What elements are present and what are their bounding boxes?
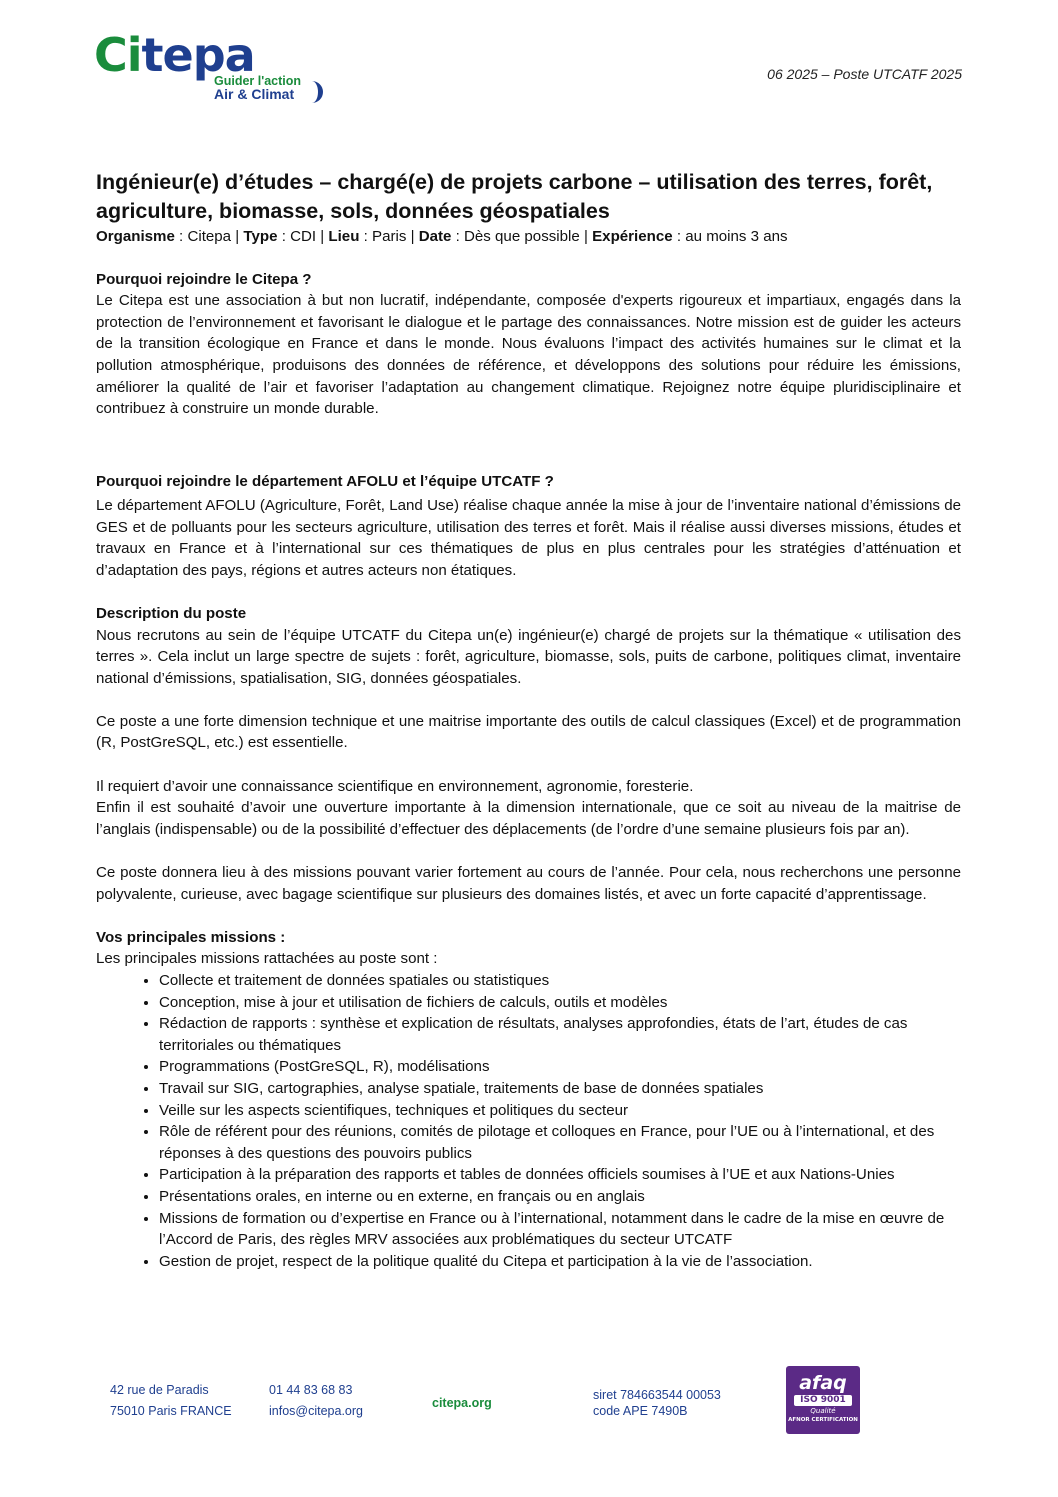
logo-arc-icon [308,81,323,103]
meta-value: : Dès que possible | [451,228,593,245]
list-item: • Collecte et traitement de données spatiales ou statistiques [159,970,961,992]
citepa-logo [94,30,324,106]
footer-legal [593,1385,721,1422]
list-item: • Travail sur SIG, cartographies, analyse spatiale, traitements de base de données spatiales [159,1078,961,1100]
missions-list [96,970,961,1272]
footer-contact [269,1380,363,1422]
logo-tagline [214,75,301,101]
meta-value: : CDI | [277,228,329,245]
meta-value: : Citepa | [174,228,244,245]
job-posting [96,168,961,1272]
description-paragraph: Ce poste a une forte dimension technique et une maitrise importante des outils de calcul classiques (Excel) et de programmation (R, PostGreSQL, etc.) est essentielle. [96,712,961,752]
missions-intro: Les principales missions rattachées au poste sont : [96,950,438,968]
section-heading-why-afolu: Pourquoi rejoindre le département AFOLU et l’équipe UTCATF ? [96,473,554,491]
list-item: • Gestion de projet, respect de la politique qualité du Citepa et participation à la vie de l’association. [159,1251,961,1273]
section-text-why-citepa: Le Citepa est une association à but non lucratif, indépendante, composée d'experts rigoureux et impartiaux, engagés dans la protection de l’environnement et favorisant le dialogue et le partage des connaissances. Notre mission est de guider les acteurs de la transition écologique en France et dans le monde. Nous évaluons l’impact des activités humaines sur le climat et la pollution atmosphérique, produisons des données de référence, et développons des solutions pour réduire les émissions, améliorer la qualité de l’air et favoriser l’adaptation au changement climatique. Rejoignez notre équipe pluridisciplinaire et contribuez à construire un monde durable. [96,292,961,418]
list-item: • Missions de formation ou d’expertise en France ou à l’international, notamment dans le cadre de la mise en œuvre de l’Accord de Paris, des règles MRV associées aux problématiques du secteur UTCATF [159,1208,961,1251]
meta-value: : au moins 3 ans [672,228,788,245]
footer-address: 42 rue de Paradis 75010 Paris FRANCE [110,1383,232,1418]
meta-label: Expérience [592,228,673,245]
document-reference: 06 2025 – Poste UTCATF 2025 [767,66,962,82]
meta-value: : Paris | [359,228,419,245]
description-paragraph: Ce poste donnera lieu à des missions pouvant varier fortement au cours de l’année. Pour cela, nous recherchons une personne polyvalente, curieuse, avec bagage scientifique sur plusieurs des domaines listés, et avec un forte capacité d’apprentissage. [96,864,961,903]
meta-label: Date [418,228,452,245]
footer-ape: code APE 7490B [593,1404,688,1418]
logo-tagline-line2: Air & Climat [214,86,295,102]
job-title: Ingénieur(e) d’études – chargé(e) de projets carbone – utilisation des terres, forêt, agriculture, biomasse, sols, données géospatiales [96,170,933,223]
logo-tagline-line1: Guider l'action [214,74,302,88]
section-heading-missions: Vos principales missions : [96,928,286,946]
meta-label: Type [243,228,278,245]
list-item: • Veille sur les aspects scientifiques, techniques et politiques du secteur [159,1100,961,1122]
afaq-iso-9001-badge: afaq ISO 9001 Qualité AFNOR CERTIFICATION [786,1366,860,1434]
list-item: • Conception, mise à jour et utilisation de fichiers de calculs, outils et modèles [159,992,961,1014]
list-item: • Rôle de référent pour des réunions, comités de pilotage et colloques en France, pour l’UE ou à l’international, et des réponses à des questions des pouvoirs publics [159,1121,961,1164]
section-heading-description: Description du poste [96,604,247,622]
logo-wordmark: Citepa [94,28,255,82]
footer-phone: 01 44 83 68 83 [269,1383,353,1397]
footer-website-link[interactable]: citepa.org [432,1396,492,1410]
page-footer [0,1380,1058,1440]
description-paragraph: Enfin il est souhaité d’avoir une ouverture importante à la dimension internationale, que ce soit au niveau de la maitrise de l’anglais (indispensable) ou de la possibilité d’effectuer des déplacements (de l’ordre d’une semaine plusieurs fois par an). [96,799,961,838]
meta-label: Organisme [96,228,175,245]
list-item: • Présentations orales, en interne ou en externe, en français ou en anglais [159,1186,961,1208]
section-heading-why-citepa: Pourquoi rejoindre le Citepa ? [96,270,312,288]
description-paragraph: Il requiert d’avoir une connaissance scientifique en environnement, agronomie, foresterie. [96,777,694,795]
footer-siret: siret 784663544 00053 [593,1388,721,1402]
footer-email-link[interactable]: infos@citepa.org [269,1404,363,1418]
list-item: • Rédaction de rapports : synthèse et explication de résultats, analyses approfondies, états de l’art, études de cas territoriales ou thématiques [159,1013,961,1056]
section-text-why-afolu: Le département AFOLU (Agriculture, Forêt, Land Use) réalise chaque année la mise à jour de l’inventaire national d’émissions de GES et de polluants pour les secteurs agriculture, utilisation des terres et forêt. Mais il réalise aussi diverses missions, études et travaux en France et à l’international sur ces thématiques de plus en plus centrales pour les stratégies d’atténuation et d’adaptation des pays, régions et autres acteurs non étatiques. [96,496,961,579]
list-item: • Participation à la préparation des rapports et tables de données officiels soumises à l’UE et aux Nations-Unies [159,1164,961,1186]
job-meta [96,226,961,248]
meta-label: Lieu [328,228,360,245]
description-paragraph: Nous recrutons au sein de l’équipe UTCATF du Citepa un(e) ingénieur(e) chargé de projets sur la thématique « utilisation des terres ». Cela inclut un large spectre de sujets : forêt, agriculture, biomasse, sols, puits de carbone, politiques climat, inventaire national d’émissions, spatialisation, SIG, données géospatiales. [96,626,961,687]
list-item: • Programmations (PostGreSQL, R), modélisations [159,1056,961,1078]
